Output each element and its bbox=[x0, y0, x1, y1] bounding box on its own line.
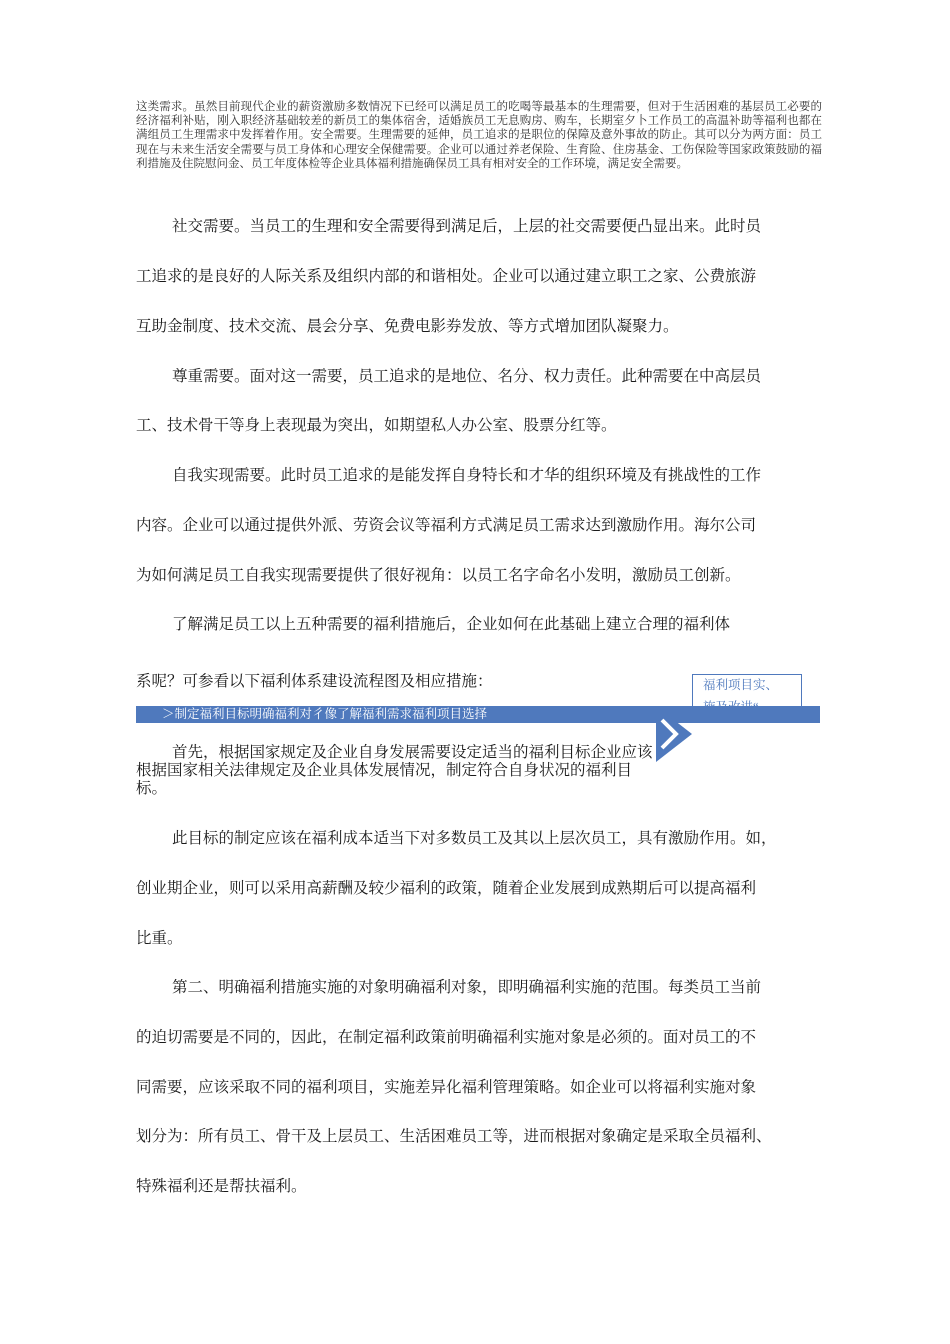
flow-step-label: 福利项目实、 bbox=[703, 678, 779, 692]
paragraph-line: 此目标的制定应该在福利成本适当下对多数员工及其以上层次员工，具有激励作用。如， bbox=[172, 829, 777, 847]
paragraph-line: 的迫切需要是不同的，因此，在制定福利政策前明确福利实施对象是必须的。面对员工的不 bbox=[136, 1028, 757, 1046]
paragraph-line: 了解满足员工以上五种需要的福利措施后，企业如何在此基础上建立合理的福利体 bbox=[172, 615, 731, 633]
paragraph-line: 比重。 bbox=[136, 929, 183, 947]
paragraph-line: 工追求的是良好的人际关系及组织内部的和谐相处。企业可以通过建立职工之家、公费旅游 bbox=[136, 267, 757, 285]
paragraph-line: 同需要，应该采取不同的福利项目，实施差异化福利管理策略。如企业可以将福利实施对象 bbox=[136, 1078, 757, 1096]
paragraph-line: 特殊福利还是帮扶福利。 bbox=[136, 1177, 307, 1195]
tight-paragraph: 首先，根据国家规定及企业自身发展需要设定适当的福利目标企业应该根据国家相关法律规定及企业具体发展情况，制定符合自身状况的福利目标。 bbox=[136, 743, 653, 797]
chevron-arrow-icon bbox=[656, 706, 692, 762]
paragraph-line: 自我实现需要。此时员工追求的是能发挥自身特长和才华的组织环境及有挑战性的工作 bbox=[172, 466, 762, 484]
paragraph-line: 互助金制度、技术交流、晨会分享、免费电影券发放、等方式增加团队凝聚力。 bbox=[136, 317, 679, 335]
paragraph-line: 为如何满足员工自我实现需要提供了很好视角：以员工名字命名小发明，激励员工创新。 bbox=[136, 566, 741, 584]
paragraph-line: 创业期企业，则可以采用高薪酬及较少福利的政策，随着企业发展到成熟期后可以提高福利 bbox=[136, 879, 757, 897]
paragraph-line: 工、技术骨干等身上表现最为突出，如期望私人办公室、股票分红等。 bbox=[136, 416, 617, 434]
paragraph-line: 第二、明确福利措施实施的对象明确福利对象，即明确福利实施的范围。每类员工当前 bbox=[172, 978, 762, 996]
paragraph-line: 社交需要。当员工的生理和安全需要得到满足后，上层的社交需要便凸显出来。此时员 bbox=[172, 217, 762, 235]
paragraph-line: 系呢？可参看以下福利体系建设流程图及相应措施： bbox=[136, 672, 493, 690]
paragraph-line: 尊重需要。面对这一需要，员工追求的是地位、名分、权力责任。此种需要在中高层员 bbox=[172, 367, 762, 385]
paragraph-line: 内容。企业可以通过提供外派、劳资会议等福利方式满足员工需求达到激励作用。海尔公司 bbox=[136, 516, 757, 534]
intro-small-paragraph: 这类需求。虽然目前现代企业的薪资激励多数情况下已经可以满足员工的吃喝等最基本的生理需要，但对于生活困难的基层员工必要的经济福利补贴，刚入职经济基础较差的新员工的集体宿舍，适婚族员工无息购房、购车，长期室夕卜工作员工的高温补助等福利也都在满组员工生理需求中发挥着作用。安全需要。生理需要的延伸，员工追求的是职位的保障及意外事故的防止。其可以分为两方面：员工现在与未来生活安全需要与员工身体和心理安全保健需要。企业可以通过养老保险、生育险、住房基金、工伤保险等国家政策鼓励的福利措施及住院慰问金、员工年度体检等企业具体福利措施确保员工具有相对安全的工作环境，满足安全需要。 bbox=[136, 101, 822, 170]
flow-bar-text: ＞制定福利目标明确福利对彳像了解福利需求福利项目选择 bbox=[162, 707, 488, 721]
paragraph-line: 划分为：所有员工、骨干及上层员工、生活困难员工等，进而根据对象确定是采取全员福利、 bbox=[136, 1127, 772, 1145]
